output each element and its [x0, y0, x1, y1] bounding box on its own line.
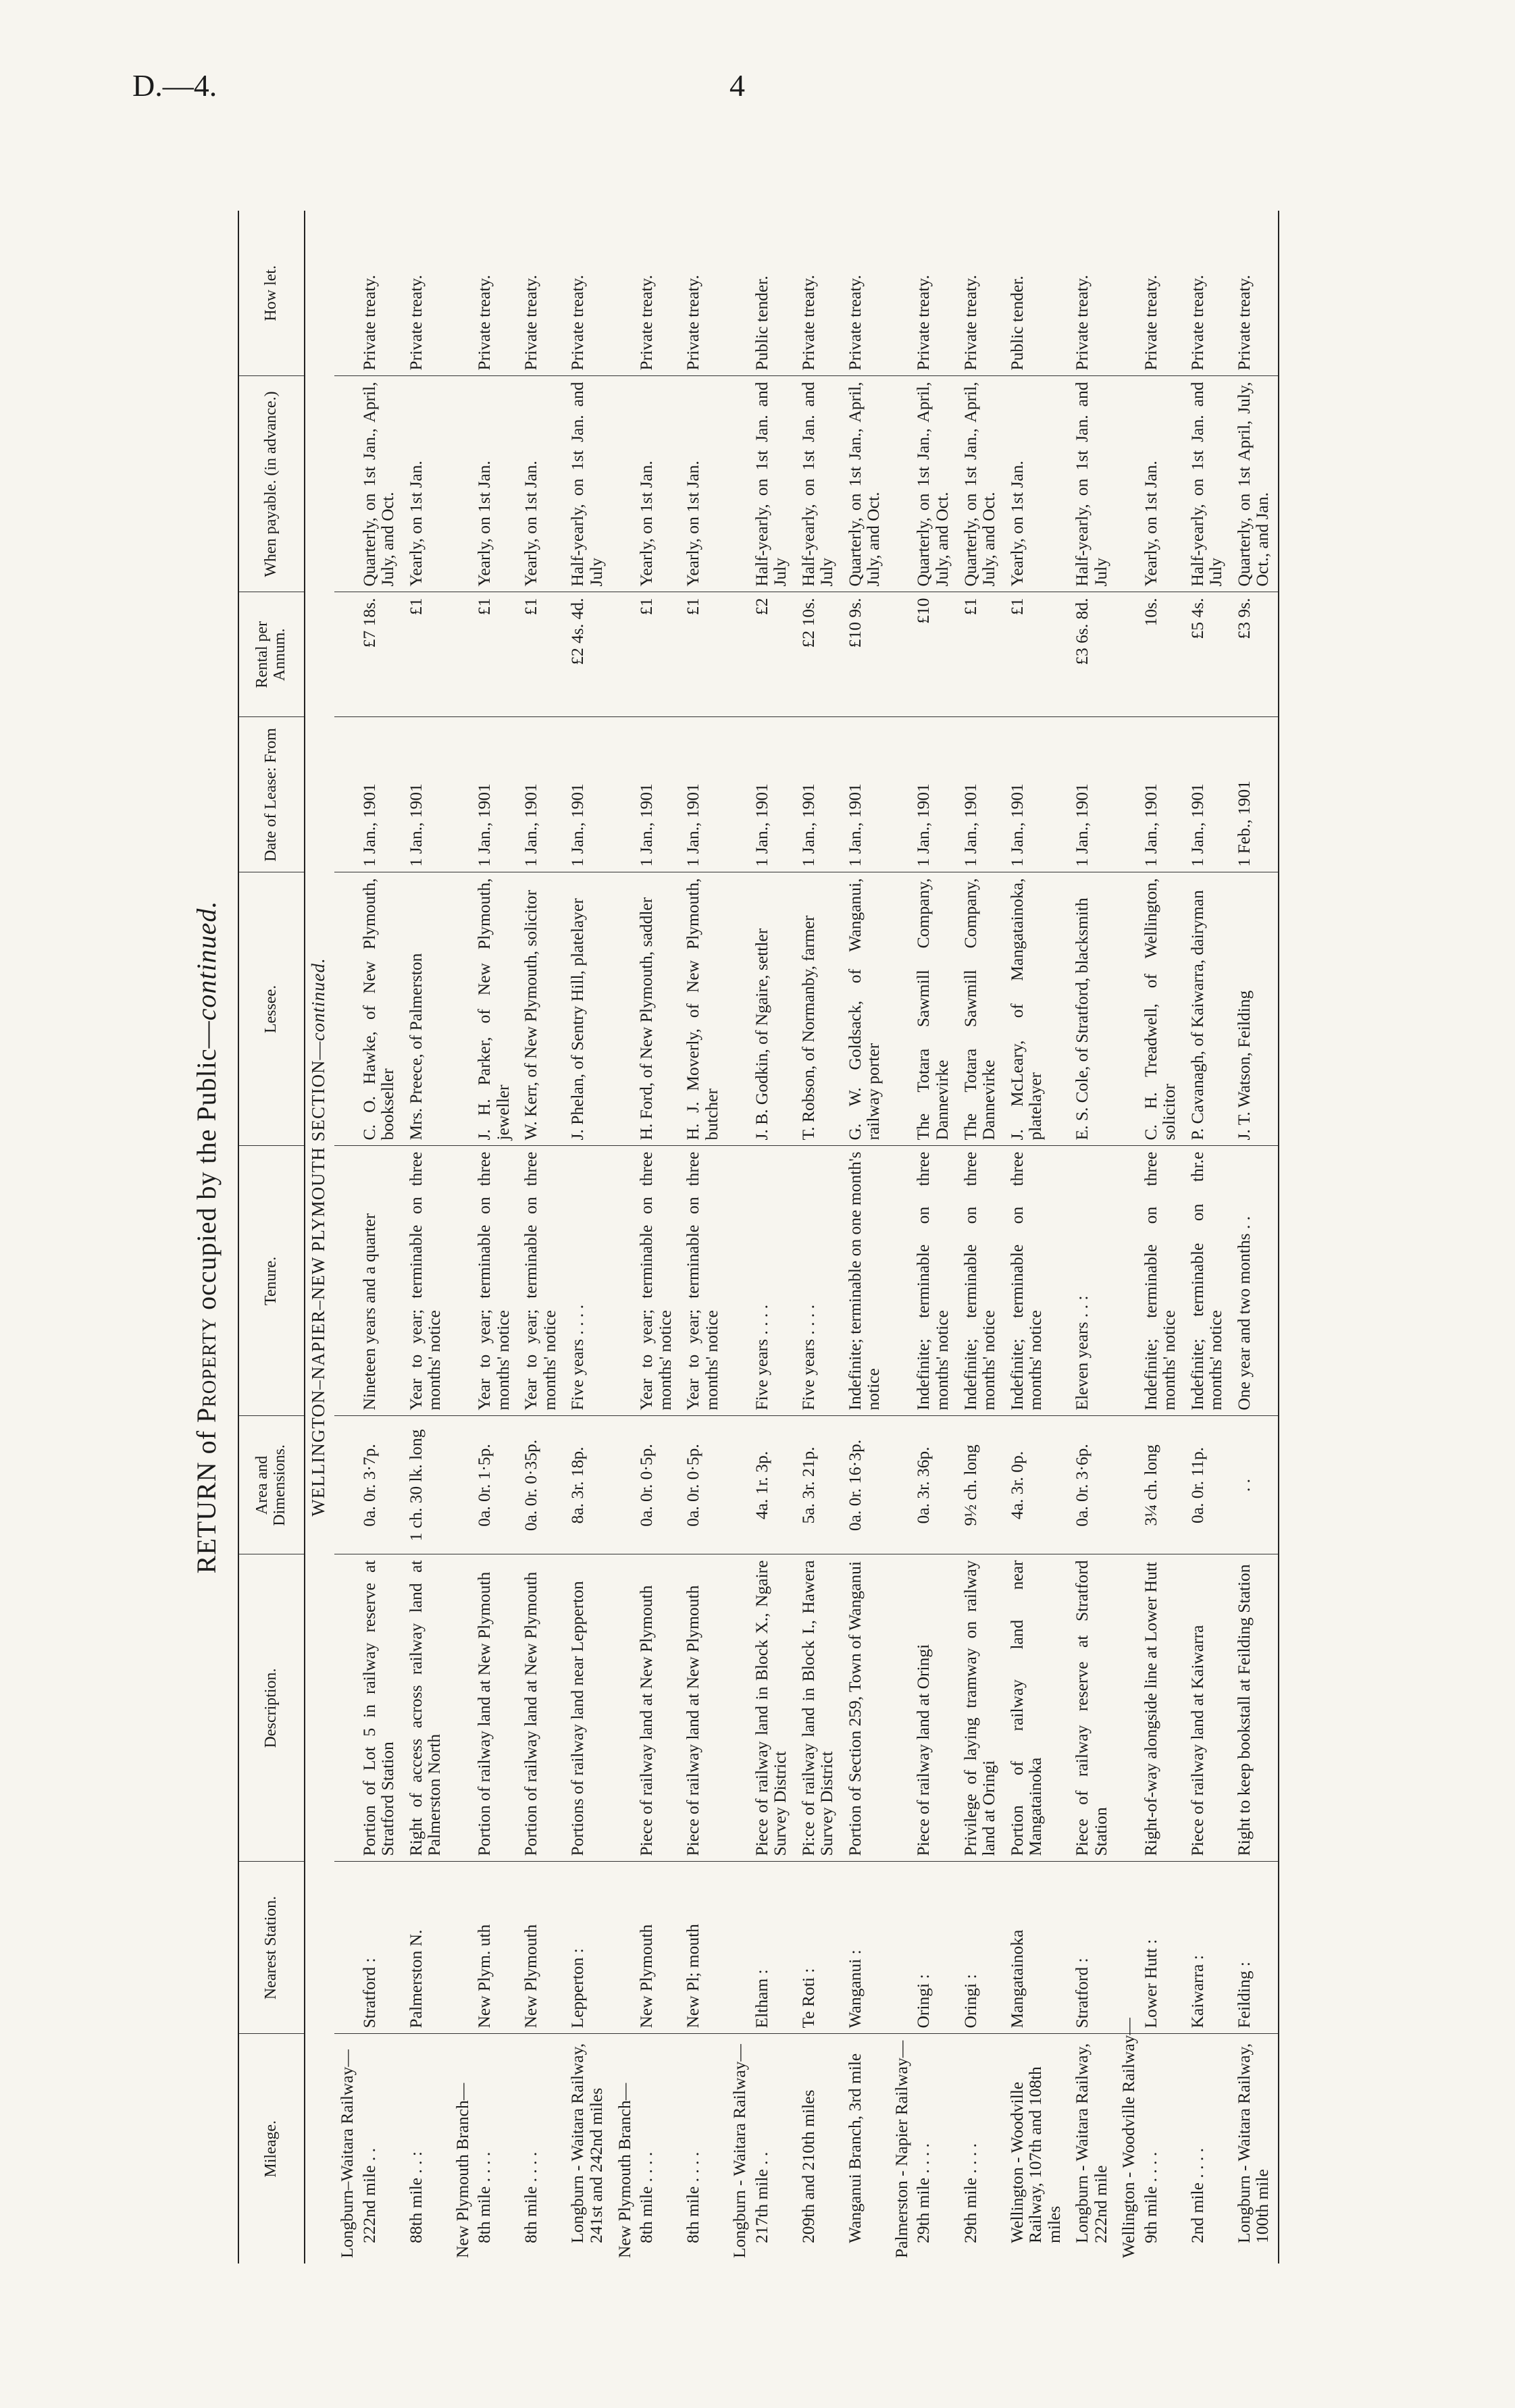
area-cell: 0a. 0r. 1·5p. — [471, 1416, 518, 1554]
empty-cell — [1116, 592, 1138, 717]
lessee-cell: T. Robson, of Normanby, farmer — [796, 872, 842, 1146]
empty-cell — [334, 1862, 357, 2034]
payable-cell: Yearly, on 1st Jan. — [471, 376, 518, 592]
description-cell: Pi:ce of railway land in Block I., Hawera Survey District — [796, 1554, 842, 1862]
station-cell: Palmerston N. — [403, 1862, 450, 2034]
how-let-cell: Private treaty. — [680, 211, 727, 376]
date-cell: 1 Jan., 1901 — [1185, 717, 1231, 872]
payable-cell: Half-yearly, on 1st Jan. and July — [565, 376, 611, 592]
area-cell: 0a. 0r. 3·7p. — [357, 1416, 403, 1554]
table-row — [1185, 211, 1231, 2263]
payable-cell: Yearly, on 1st Jan. — [1138, 376, 1185, 592]
empty-cell — [727, 1416, 749, 1554]
rental-cell: £2 4s. 4d. — [565, 592, 611, 717]
lessee-cell: Mrs. Preece, of Palmerston — [403, 872, 450, 1146]
section-heading — [305, 211, 334, 2263]
heading-main: RETURN of — [191, 1430, 222, 1574]
tenure-cell: Five years . . . . — [565, 1146, 611, 1416]
rental-cell: £1 — [403, 592, 450, 717]
mileage-cell: 222nd mile . . — [359, 2148, 379, 2243]
empty-cell — [1116, 1146, 1138, 1416]
how-let-cell: Private treaty. — [1069, 211, 1116, 376]
area-cell: 0a. 0r. 0·5p. — [634, 1416, 680, 1554]
table-row — [403, 211, 450, 2263]
empty-cell — [727, 1554, 749, 1862]
empty-cell — [889, 1862, 911, 2034]
date-cell: 1 Jan., 1901 — [796, 717, 842, 872]
lessee-cell: J. H. Parker, of New Plymouth, jeweller — [471, 872, 518, 1146]
station-cell: Feilding : — [1231, 1862, 1279, 2034]
area-cell: 8a. 3r. 18p. — [565, 1416, 611, 1554]
mileage-cell: 29th mile . . . . — [913, 2143, 933, 2243]
empty-cell — [727, 1862, 749, 2034]
empty-cell — [889, 717, 911, 872]
empty-cell — [889, 872, 911, 1146]
how-let-cell: Private treaty. — [842, 211, 889, 376]
section-label: WELLINGTON–NAPIER–NEW PLYMOUTH SECTION— — [308, 1041, 328, 1517]
empty-cell — [1116, 717, 1138, 872]
rental-cell: £5 4s. — [1185, 592, 1231, 717]
date-cell: 1 Jan., 1901 — [1138, 717, 1185, 872]
column-header-lessee: Lessee. — [238, 872, 305, 1146]
station-cell: New Plymouth — [518, 1862, 565, 2034]
tenure-cell: Five years . . . . — [749, 1146, 796, 1416]
description-cell: Piece of railway land at Kaiwarra — [1185, 1554, 1231, 1862]
table-row — [842, 211, 889, 2263]
payable-cell: Half-yearly, on 1st Jan. and July — [796, 376, 842, 592]
empty-cell — [334, 1416, 357, 1554]
how-let-cell: Private treaty. — [910, 211, 957, 376]
table-row — [357, 211, 403, 2263]
how-let-cell: Private treaty. — [1231, 211, 1279, 376]
payable-cell: Quarterly, on 1st Jan., April, July, and Oct. — [842, 376, 889, 592]
column-header-tenure: Tenure. — [238, 1146, 305, 1416]
group-row — [1116, 211, 1138, 2263]
lessee-cell: C. H. Treadwell, of Wellington, solicitor — [1138, 872, 1185, 1146]
tenure-cell: Year to year; terminable on three months' notice — [471, 1146, 518, 1416]
description-cell: Piece of railway reserve at Stratford Station — [1069, 1554, 1116, 1862]
date-cell: 1 Jan., 1901 — [680, 717, 727, 872]
heading-mid: occupied by the Public— — [191, 1020, 222, 1310]
empty-cell — [612, 717, 634, 872]
tenure-cell: Year to year; terminable on three months' notice — [680, 1146, 727, 1416]
station-cell: Eltham : — [749, 1862, 796, 2034]
rental-cell: £7 18s. — [357, 592, 403, 717]
station-cell: Wanganui : — [842, 1862, 889, 2034]
tenure-cell: Eleven years . . : — [1069, 1146, 1116, 1416]
lessee-cell: E. S. Cole, of Stratford, blacksmith — [1069, 872, 1116, 1146]
table-row — [796, 211, 842, 2263]
table-row — [680, 211, 727, 2263]
area-cell: 4a. 1r. 3p. — [749, 1416, 796, 1554]
group-heading: New Plymouth Branch— — [614, 2083, 634, 2258]
lessee-cell: J. B. Godkin, of Ngaire, settler — [749, 872, 796, 1146]
lessee-cell: P. Cavanagh, of Kaiwarra, dairyman — [1185, 872, 1231, 1146]
empty-cell — [612, 592, 634, 717]
payable-cell: Half-yearly, on 1st Jan. and July — [1185, 376, 1231, 592]
mileage-cell: 217th mile . . — [751, 2151, 771, 2243]
empty-cell — [727, 376, 749, 592]
how-let-cell: Private treaty. — [958, 211, 1004, 376]
description-cell: Portion of Section 259, Town of Wanganui — [842, 1554, 889, 1862]
rental-cell: £3 6s. 8d. — [1069, 592, 1116, 717]
lessee-cell: W. Kerr, of New Plymouth, solicitor — [518, 872, 565, 1146]
mileage-cell: Wellington - Woodville Railway, 107th and 108th miles — [1006, 2066, 1064, 2243]
lessee-cell: The Totara Sawmill Company, Dannevirke — [958, 872, 1004, 1146]
payable-cell: Quarterly, on 1st Jan., April, July, and Oct. — [910, 376, 957, 592]
lessee-cell: H. J. Moverly, of New Plymouth, butcher — [680, 872, 727, 1146]
table-row — [958, 211, 1004, 2263]
rental-cell: £1 — [958, 592, 1004, 717]
tenure-cell: One year and two months . . — [1231, 1146, 1279, 1416]
empty-cell — [450, 1554, 472, 1862]
payable-cell: Yearly, on 1st Jan. — [680, 376, 727, 592]
empty-cell — [450, 592, 472, 717]
empty-cell — [612, 872, 634, 1146]
area-cell: 0a. 0r. 11p. — [1185, 1416, 1231, 1554]
table-row — [1231, 211, 1279, 2263]
mileage-cell: 8th mile . . . . — [521, 2151, 541, 2243]
rental-cell: £2 — [749, 592, 796, 717]
empty-cell — [727, 211, 749, 376]
mileage-cell: Longburn - Waitara Railway, 100th mile — [1231, 2034, 1279, 2263]
column-header-nearest-station: Nearest Station. — [238, 1862, 305, 2034]
property-return-table — [238, 211, 1279, 2263]
station-cell: Stratford : — [357, 1862, 403, 2034]
lessee-cell: The Totara Sawmill Company, Dannevirke — [910, 872, 957, 1146]
area-cell: 0a. 0r. 0·5p. — [680, 1416, 727, 1554]
table-row — [471, 211, 518, 2263]
empty-cell — [612, 376, 634, 592]
payable-cell: Yearly, on 1st Jan. — [1004, 376, 1070, 592]
group-heading: Palmerston - Napier Railway— — [891, 2040, 911, 2258]
table-row — [518, 211, 565, 2263]
station-cell: Lepperton : — [565, 1862, 611, 2034]
group-row — [450, 211, 472, 2263]
table-row — [910, 211, 957, 2263]
rental-cell: £1 — [1004, 592, 1070, 717]
return-heading — [190, 211, 222, 2263]
payable-cell: Quarterly, on 1st Jan., April, July, and Oct. — [958, 376, 1004, 592]
area-cell: 0a. 0r. 16·3p. — [842, 1416, 889, 1554]
payable-cell: Half-yearly, on 1st Jan. and July — [749, 376, 796, 592]
group-row — [334, 211, 357, 2263]
empty-cell — [889, 376, 911, 592]
tenure-cell: Year to year; terminable on three months' notice — [634, 1146, 680, 1416]
station-cell: Mangatainoka — [1004, 1862, 1070, 2034]
mileage-cell: 2nd mile . . . . — [1187, 2148, 1207, 2243]
how-let-cell: Private treaty. — [1185, 211, 1231, 376]
description-cell: Piece of railway land in Block X., Ngaire Survey District — [749, 1554, 796, 1862]
rental-cell: £1 — [634, 592, 680, 717]
payable-cell: Quarterly, on 1st Jan., April, July, and Oct. — [357, 376, 403, 592]
station-cell: New Plymouth — [634, 1862, 680, 2034]
column-header-lease-date: Date of Lease: From — [238, 717, 305, 872]
tenure-cell: Indefinite; terminable on three months' notice — [1138, 1146, 1185, 1416]
empty-cell — [334, 376, 357, 592]
empty-cell — [334, 1554, 357, 1862]
section-italic: continued. — [308, 958, 328, 1041]
tenure-cell: Year to year; terminable on three months' notice — [403, 1146, 450, 1416]
date-cell: 1 Jan., 1901 — [403, 717, 450, 872]
empty-cell — [1116, 872, 1138, 1146]
station-cell: Oringi : — [910, 1862, 957, 2034]
station-cell: Te Roti : — [796, 1862, 842, 2034]
group-row — [727, 211, 749, 2263]
page-number: 4 — [729, 68, 745, 103]
table-row — [1069, 211, 1116, 2263]
station-cell: Stratford : — [1069, 1862, 1116, 2034]
empty-cell — [889, 211, 911, 376]
tenure-cell: Five years . . . . — [796, 1146, 842, 1416]
empty-cell — [334, 872, 357, 1146]
rental-cell: 10s. — [1138, 592, 1185, 717]
empty-cell — [889, 1416, 911, 1554]
lessee-cell: J. McLeary, of Mangatainoka, platelayer — [1004, 872, 1070, 1146]
table-row — [565, 211, 611, 2263]
description-cell: Piece of railway land at New Plymouth — [680, 1554, 727, 1862]
station-cell: Oringi : — [958, 1862, 1004, 2034]
how-let-cell: Private treaty. — [357, 211, 403, 376]
date-cell: 1 Jan., 1901 — [518, 717, 565, 872]
station-cell: New Pl; mouth — [680, 1862, 727, 2034]
rental-cell: £1 — [518, 592, 565, 717]
lessee-cell: C. O. Hawke, of New Plymouth, bookseller — [357, 872, 403, 1146]
area-cell: 4a. 3r. 0p. — [1004, 1416, 1070, 1554]
station-cell: New Plym. uth — [471, 1862, 518, 2034]
area-cell: 5a. 3r. 21p. — [796, 1416, 842, 1554]
rental-cell: £10 9s. — [842, 592, 889, 717]
table-header-row — [238, 211, 305, 2263]
group-heading: Longburn–Waitara Railway— — [337, 2049, 357, 2258]
empty-cell — [450, 1862, 472, 2034]
mileage-cell: 88th mile . . : — [405, 2151, 426, 2243]
empty-cell — [889, 1146, 911, 1416]
description-cell: Portion of railway land at New Plymouth — [518, 1554, 565, 1862]
how-let-cell: Private treaty. — [403, 211, 450, 376]
description-cell: Right to keep bookstall at Feilding Station — [1231, 1554, 1279, 1862]
how-let-cell: Public tender. — [1004, 211, 1070, 376]
empty-cell — [1116, 1862, 1138, 2034]
empty-cell — [334, 1146, 357, 1416]
empty-cell — [1116, 1554, 1138, 1862]
column-header-how-let: How let. — [238, 211, 305, 376]
how-let-cell: Public tender. — [749, 211, 796, 376]
area-cell: 0a. 3r. 36p. — [910, 1416, 957, 1554]
mileage-cell: Longburn - Waitara Railway, 222nd mile — [1072, 2043, 1110, 2243]
empty-cell — [1116, 376, 1138, 592]
empty-cell — [889, 592, 911, 717]
tenure-cell: Indefinite; terminable on three months' notice — [958, 1146, 1004, 1416]
tenure-cell: Year to year; terminable on three months' notice — [518, 1146, 565, 1416]
description-cell: Portion of railway land at New Plymouth — [471, 1554, 518, 1862]
mileage-cell: 209th and 210th miles — [798, 2089, 818, 2243]
how-let-cell: Private treaty. — [471, 211, 518, 376]
mileage-cell: 8th mile . . . . — [474, 2151, 494, 2243]
description-cell: Portion of railway land near Mangatainoka — [1004, 1554, 1070, 1862]
group-heading: New Plymouth Branch— — [452, 2083, 472, 2258]
page-code: D.—4. — [132, 68, 217, 103]
area-cell: 0a. 0r. 3·6p. — [1069, 1416, 1116, 1554]
date-cell: 1 Jan., 1901 — [565, 717, 611, 872]
rental-cell: £10 — [910, 592, 957, 717]
description-cell: Portions of railway land near Lepperton — [565, 1554, 611, 1862]
empty-cell — [450, 872, 472, 1146]
section-row — [305, 211, 334, 2263]
empty-cell — [1116, 1416, 1138, 1554]
empty-cell — [334, 211, 357, 376]
how-let-cell: Private treaty. — [796, 211, 842, 376]
group-row — [612, 211, 634, 2263]
payable-cell: Yearly, on 1st Jan. — [403, 376, 450, 592]
payable-cell: Yearly, on 1st Jan. — [634, 376, 680, 592]
lessee-cell: H. Ford, of New Plymouth, saddler — [634, 872, 680, 1146]
tenure-cell: Indefinite; terminable on thr.e months' notice — [1185, 1146, 1231, 1416]
mileage-cell: Longburn - Waitara Railway, 241st and 242nd miles — [567, 2043, 606, 2243]
mileage-cell: 8th mile . . . . — [683, 2151, 703, 2243]
description-cell: Portion of Lot 5 in railway reserve at Stratford Station — [357, 1554, 403, 1862]
mileage-cell: Wanganui Branch, 3rd mile — [844, 2053, 865, 2243]
table-row — [1004, 211, 1070, 2263]
how-let-cell: Private treaty. — [634, 211, 680, 376]
date-cell: 1 Jan., 1901 — [634, 717, 680, 872]
column-header-mileage: Mileage. — [238, 2034, 305, 2263]
description-cell: Right-of-way alongside line at Lower Hutt — [1138, 1554, 1185, 1862]
empty-cell — [450, 717, 472, 872]
area-cell: 1 ch. 30 lk. long — [403, 1416, 450, 1554]
group-heading: Longburn - Waitara Railway— — [729, 2044, 750, 2258]
payable-cell: Yearly, on 1st Jan. — [518, 376, 565, 592]
empty-cell — [612, 1862, 634, 2034]
how-let-cell: Private treaty. — [1138, 211, 1185, 376]
lessee-cell: J. T. Watson, Feilding — [1231, 872, 1279, 1146]
empty-cell — [612, 211, 634, 376]
tenure-cell: Indefinite; terminable on one month's notice — [842, 1146, 889, 1416]
empty-cell — [450, 1146, 472, 1416]
empty-cell — [1116, 211, 1138, 376]
empty-cell — [450, 376, 472, 592]
date-cell: 1 Jan., 1901 — [357, 717, 403, 872]
date-cell: 1 Jan., 1901 — [1004, 717, 1070, 872]
station-cell: Kaiwarra : — [1185, 1862, 1231, 2034]
empty-cell — [334, 717, 357, 872]
empty-cell — [450, 211, 472, 376]
payable-cell: Half-yearly, on 1st Jan. and July — [1069, 376, 1116, 592]
column-header-when-payable: When payable. (in advance.) — [238, 376, 305, 592]
date-cell: 1 Jan., 1901 — [958, 717, 1004, 872]
column-header-description: Description. — [238, 1554, 305, 1862]
table-row — [634, 211, 680, 2263]
how-let-cell: Private treaty. — [565, 211, 611, 376]
area-cell: 9½ ch. long — [958, 1416, 1004, 1554]
empty-cell — [450, 1416, 472, 1554]
column-header-area-dimensions: Area and Dimensions. — [238, 1416, 305, 1554]
tenure-cell: Nineteen years and a quarter — [357, 1146, 403, 1416]
area-cell: . . — [1231, 1416, 1279, 1554]
lessee-cell: J. Phelan, of Sentry Hill, platelayer — [565, 872, 611, 1146]
mileage-cell: 29th mile . . . . — [960, 2143, 980, 2243]
tenure-cell: Indefinite; terminable on three months' notice — [910, 1146, 957, 1416]
mileage-cell: 9th mile . . . . — [1140, 2151, 1160, 2243]
empty-cell — [334, 592, 357, 717]
how-let-cell: Private treaty. — [518, 211, 565, 376]
payable-cell: Quarterly, on 1st April, July, Oct., and Jan. — [1231, 376, 1279, 592]
empty-cell — [727, 592, 749, 717]
heading-italic: continued. — [191, 900, 222, 1021]
station-cell: Lower Hutt : — [1138, 1862, 1185, 2034]
area-cell: 3¼ ch. long — [1138, 1416, 1185, 1554]
date-cell: 1 Jan., 1901 — [910, 717, 957, 872]
empty-cell — [612, 1416, 634, 1554]
tenure-cell: Indefinite; terminable on three months' notice — [1004, 1146, 1070, 1416]
empty-cell — [727, 872, 749, 1146]
heading-smallcaps: Property — [191, 1317, 222, 1423]
column-header-rental: Rental per Annum. — [238, 592, 305, 717]
description-cell: Privilege of laying tramway on railway land at Oringi — [958, 1554, 1004, 1862]
area-cell: 0a. 0r. 0·35p. — [518, 1416, 565, 1554]
table-row — [1138, 211, 1185, 2263]
rental-cell: £2 10s. — [796, 592, 842, 717]
empty-cell — [612, 1146, 634, 1416]
empty-cell — [727, 1146, 749, 1416]
group-heading: Wellington - Woodville Railway— — [1119, 2018, 1139, 2258]
description-cell: Piece of railway land at New Plymouth — [634, 1554, 680, 1862]
description-cell: Right of access across railway land at Palmerston North — [403, 1554, 450, 1862]
table-row — [749, 211, 796, 2263]
date-cell: 1 Jan., 1901 — [1069, 717, 1116, 872]
date-cell: 1 Jan., 1901 — [471, 717, 518, 872]
group-row — [889, 211, 911, 2263]
empty-cell — [727, 717, 749, 872]
description-cell: Piece of railway land at Oringi — [910, 1554, 957, 1862]
date-cell: 1 Feb., 1901 — [1231, 717, 1279, 872]
rental-cell: £1 — [471, 592, 518, 717]
mileage-cell: 8th mile . . . . — [636, 2151, 657, 2243]
empty-cell — [612, 1554, 634, 1862]
rental-cell: £3 9s. — [1231, 592, 1279, 717]
lessee-cell: G. W. Goldsack, of Wanganui, railway porter — [842, 872, 889, 1146]
empty-cell — [889, 1554, 911, 1862]
date-cell: 1 Jan., 1901 — [842, 717, 889, 872]
rental-cell: £1 — [680, 592, 727, 717]
date-cell: 1 Jan., 1901 — [749, 717, 796, 872]
rotated-table-area — [190, 211, 1325, 2263]
